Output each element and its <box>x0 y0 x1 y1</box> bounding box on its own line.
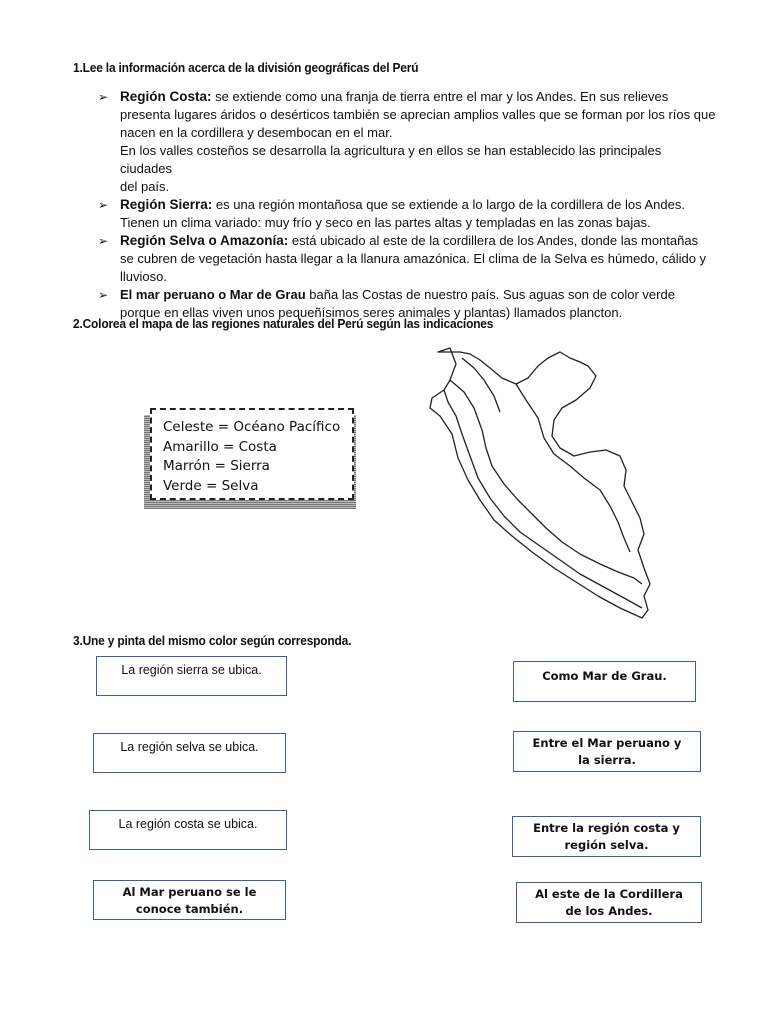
selva-line <box>516 384 630 552</box>
arrow-bullet-icon: ➢ <box>98 288 109 302</box>
match-right-costa-selva[interactable] <box>512 816 701 857</box>
bullet-title: Región Sierra: <box>120 197 213 212</box>
match-left-text: La región costa se ubica. <box>118 817 258 831</box>
bullet-text: Tienen un clima variado: muy frío y seco en las partes altas y templadas en las zonas bajas. <box>120 215 651 230</box>
legend-item: Verde = Selva <box>163 477 259 494</box>
arrow-bullet-icon: ➢ <box>98 90 109 104</box>
match-left-text: La región sierra se ubica. <box>121 663 262 677</box>
region-list <box>96 88 716 322</box>
bullet-text: En los valles costeños se desarrolla la agricultura y en ellos se han establecido las principales ciudades <box>120 143 662 176</box>
match-right-mar-sierra[interactable] <box>513 731 701 772</box>
match-right-text: Entre el Mar peruano y la sierra. <box>532 736 682 767</box>
bullet-selva <box>96 232 716 286</box>
section1-heading: 1.Lee la información acerca de la división geográficas del Perú <box>73 60 419 75</box>
bullet-text: está ubicado al este de la cordillera de los Andes, donde las montañas <box>291 233 699 248</box>
bullet-text: baña las Costas de nuestro país. Sus aguas son de color verde <box>309 287 675 302</box>
bullet-text: del país. <box>120 179 170 194</box>
legend-item: Amarillo = Costa <box>163 438 277 455</box>
bullet-title: Región Selva o Amazonía: <box>120 233 289 248</box>
bullet-title: Región Costa: <box>120 89 212 104</box>
bullet-title: El mar peruano o Mar de Grau <box>120 287 306 302</box>
match-right-text: Como Mar de Grau. <box>542 669 667 683</box>
peru-outline <box>430 348 650 618</box>
match-left-costa[interactable] <box>89 810 287 850</box>
match-left-mar[interactable] <box>93 880 286 920</box>
section2-heading: 2.Colorea el mapa de las regiones naturales del Perú según las indicaciones <box>73 316 494 331</box>
bullet-text: presenta lugares áridos o desérticos también se aprecian amplios valles que se forman por los ríos que <box>120 107 716 122</box>
match-right-text: Al este de la Cordillera de los Andes. <box>535 887 683 918</box>
bullet-text: lluvioso. <box>120 269 167 284</box>
bullet-costa <box>96 88 716 196</box>
match-left-selva[interactable] <box>93 733 286 773</box>
bullet-text: es una región montañosa que se extiende a lo largo de la cordillera de los Andes. <box>215 197 685 212</box>
legend-item: Marrón = Sierra <box>163 458 270 474</box>
bullet-sierra <box>96 196 716 232</box>
match-right-este-andes[interactable] <box>516 882 702 923</box>
andes-line <box>450 380 642 584</box>
legend-item: Celeste = Océano Pacífico <box>163 419 341 435</box>
color-legend <box>150 408 354 500</box>
match-right-text: Entre la región costa y región selva. <box>533 821 680 852</box>
peru-map[interactable] <box>420 338 660 622</box>
section3-heading: 3.Une y pinta del mismo color según corresponda. <box>73 633 352 648</box>
match-left-text: Al Mar peruano se le conoce también. <box>122 885 257 916</box>
match-left-sierra[interactable] <box>96 656 287 696</box>
bullet-text: nacen en la cordillera y desembocan en el mar. <box>120 125 393 140</box>
bullet-text: se extiende como una franja de tierra entre el mar y los Andes. En sus relieves <box>215 89 669 104</box>
arrow-bullet-icon: ➢ <box>98 198 109 212</box>
match-right-grau[interactable] <box>513 661 696 702</box>
bullet-text: se cubren de vegetación hasta llegar a la llanura amazónica. El clima de la Selva es húmedo, cálido y <box>120 251 707 266</box>
match-left-text: La región selva se ubica. <box>120 740 259 754</box>
coast-line <box>444 390 642 608</box>
bullet-text: porque en ellas viven unos pequeñísimos seres animales y plantas) llamados plancton. <box>120 305 623 320</box>
region-detail <box>462 358 500 412</box>
arrow-bullet-icon: ➢ <box>98 234 109 248</box>
